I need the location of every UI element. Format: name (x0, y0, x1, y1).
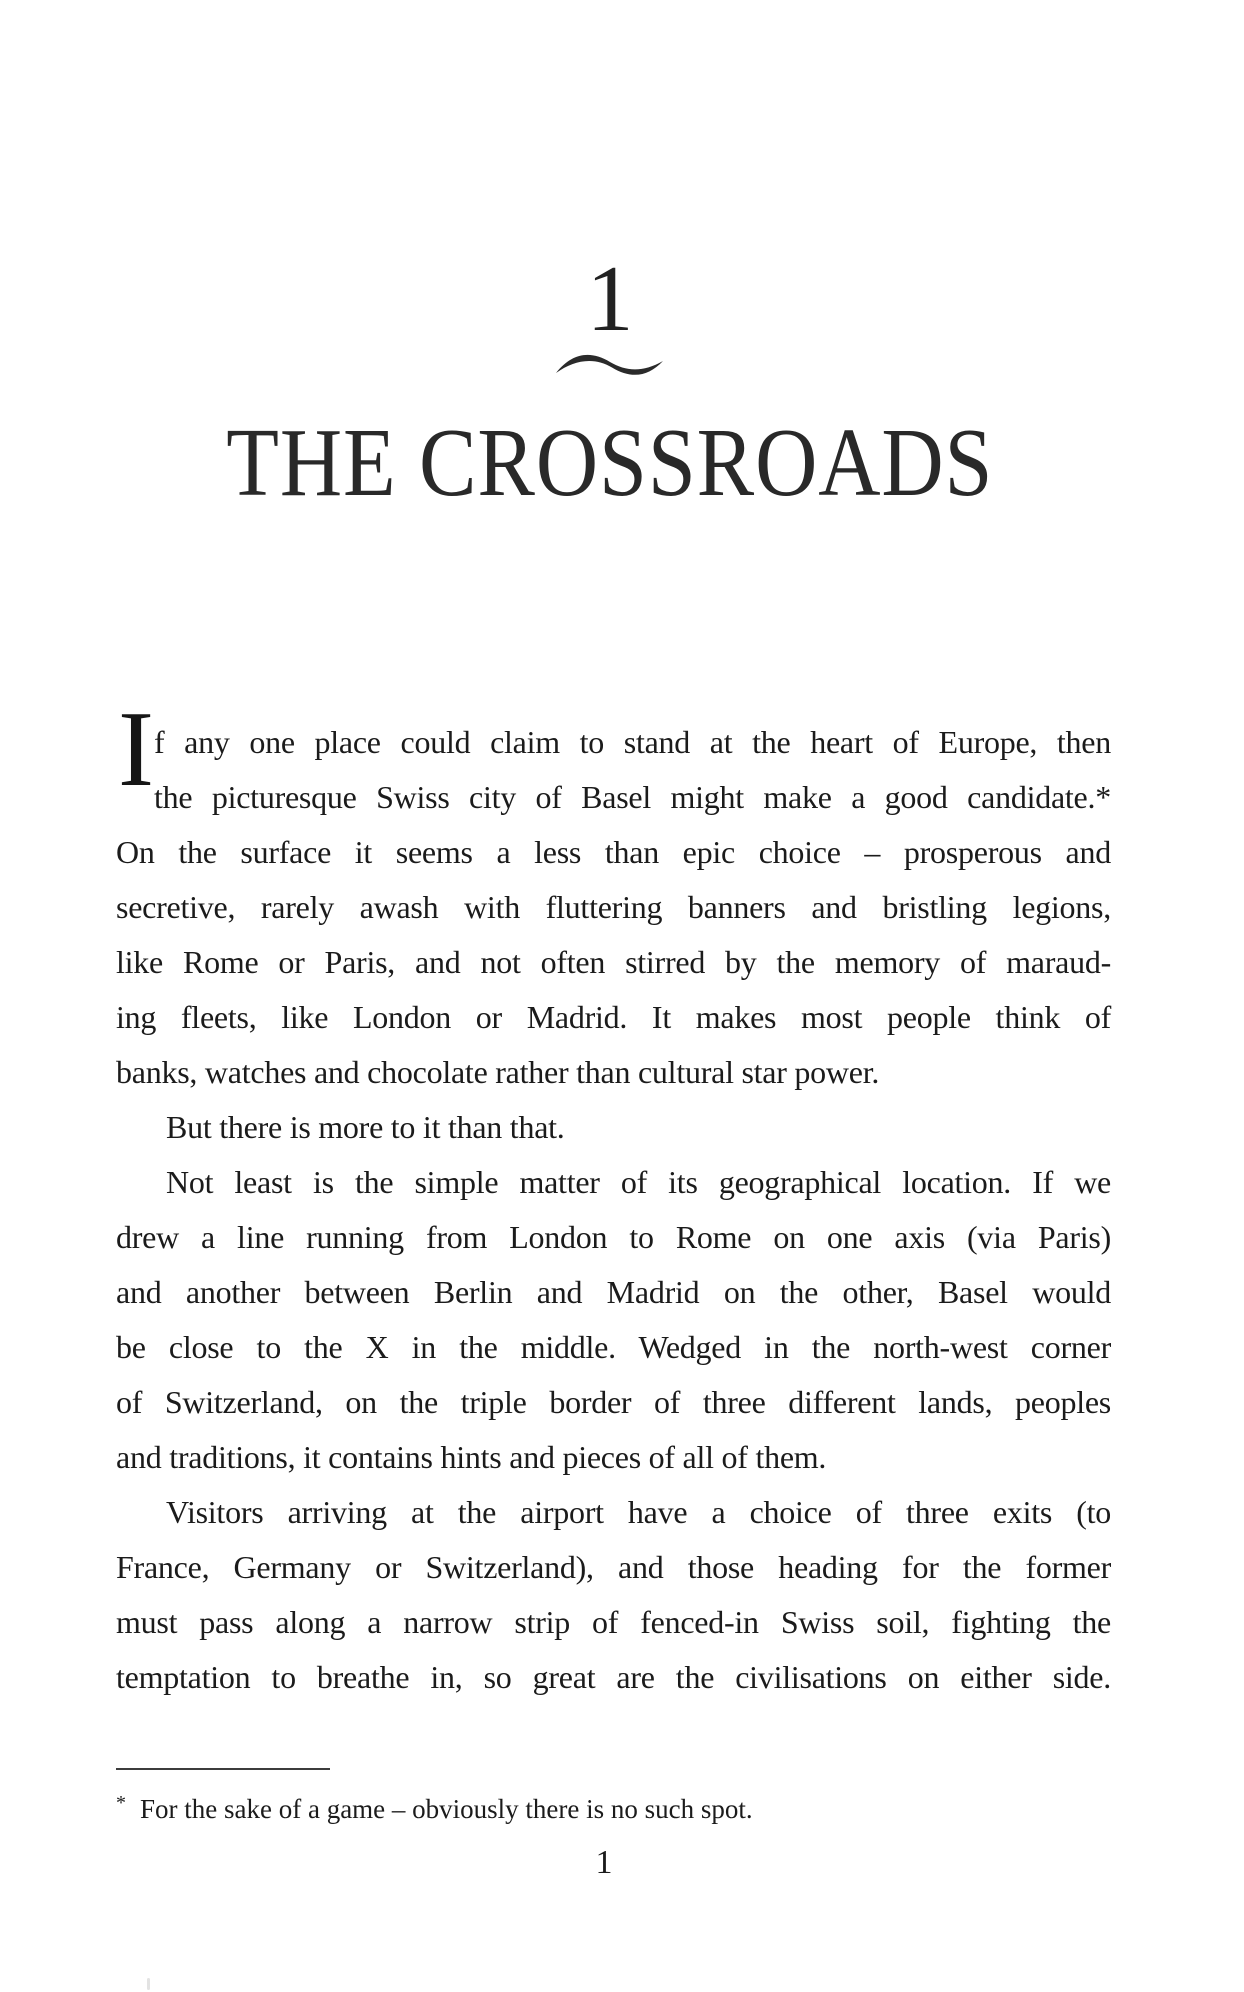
chapter-number: 1 (586, 247, 634, 351)
chapter-title-text: THE CROSSROADS (226, 409, 994, 517)
drop-cap: I (118, 690, 154, 809)
body-line: of Switzerland, on the triple border of three different lands, peoples (116, 1384, 1111, 1420)
body-line: and another between Berlin and Madrid on the other, Basel would (116, 1274, 1111, 1310)
footnote (116, 1783, 1111, 1829)
body-text (116, 690, 1111, 1705)
body-line: Visitors arriving at the airport have a choice of three exits (to (166, 1494, 1111, 1530)
body-line: and traditions, it contains hints and pieces of all of them. (116, 1439, 827, 1475)
body-line: like Rome or Paris, and not often stirred by the memory of maraud- (116, 944, 1111, 980)
body-line: France, Germany or Switzerland), and those heading for the former (116, 1549, 1111, 1585)
chapter-title (0, 409, 1220, 517)
footnote-rule (116, 1768, 330, 1770)
footnote-marker: * (116, 1792, 126, 1814)
body-line: f any one place could claim to stand at the heart of Europe, then (154, 724, 1111, 760)
body-line: On the surface it seems a less than epic choice – prosperous and (116, 834, 1111, 870)
swash-divider-icon (0, 348, 1220, 387)
body-line: must pass along a narrow strip of fenced-in Swiss soil, fighting the (116, 1604, 1111, 1640)
body-line: be close to the X in the middle. Wedged in the north-west corner (116, 1329, 1111, 1365)
body-line: temptation to breathe in, so great are the civilisations on either side. (116, 1659, 1111, 1695)
body-line: secretive, rarely awash with fluttering banners and bristling legions, (116, 889, 1111, 925)
footnote-text: For the sake of a game – obviously there is no such spot. (140, 1794, 753, 1824)
body-line: Not least is the simple matter of its geographical location. If we (166, 1164, 1111, 1200)
body-line: But there is more to it than that. (166, 1109, 565, 1145)
body-line: drew a line running from London to Rome on one axis (via Paris) (116, 1219, 1111, 1255)
body-line: banks, watches and chocolate rather than cultural star power. (116, 1054, 880, 1090)
body-line: ing fleets, like London or Madrid. It makes most people think of (116, 999, 1111, 1035)
body-line: the picturesque Swiss city of Basel might make a good candidate.* (154, 779, 1111, 815)
page-number: 1 (595, 1844, 613, 1881)
scan-artifact (147, 1978, 150, 1990)
